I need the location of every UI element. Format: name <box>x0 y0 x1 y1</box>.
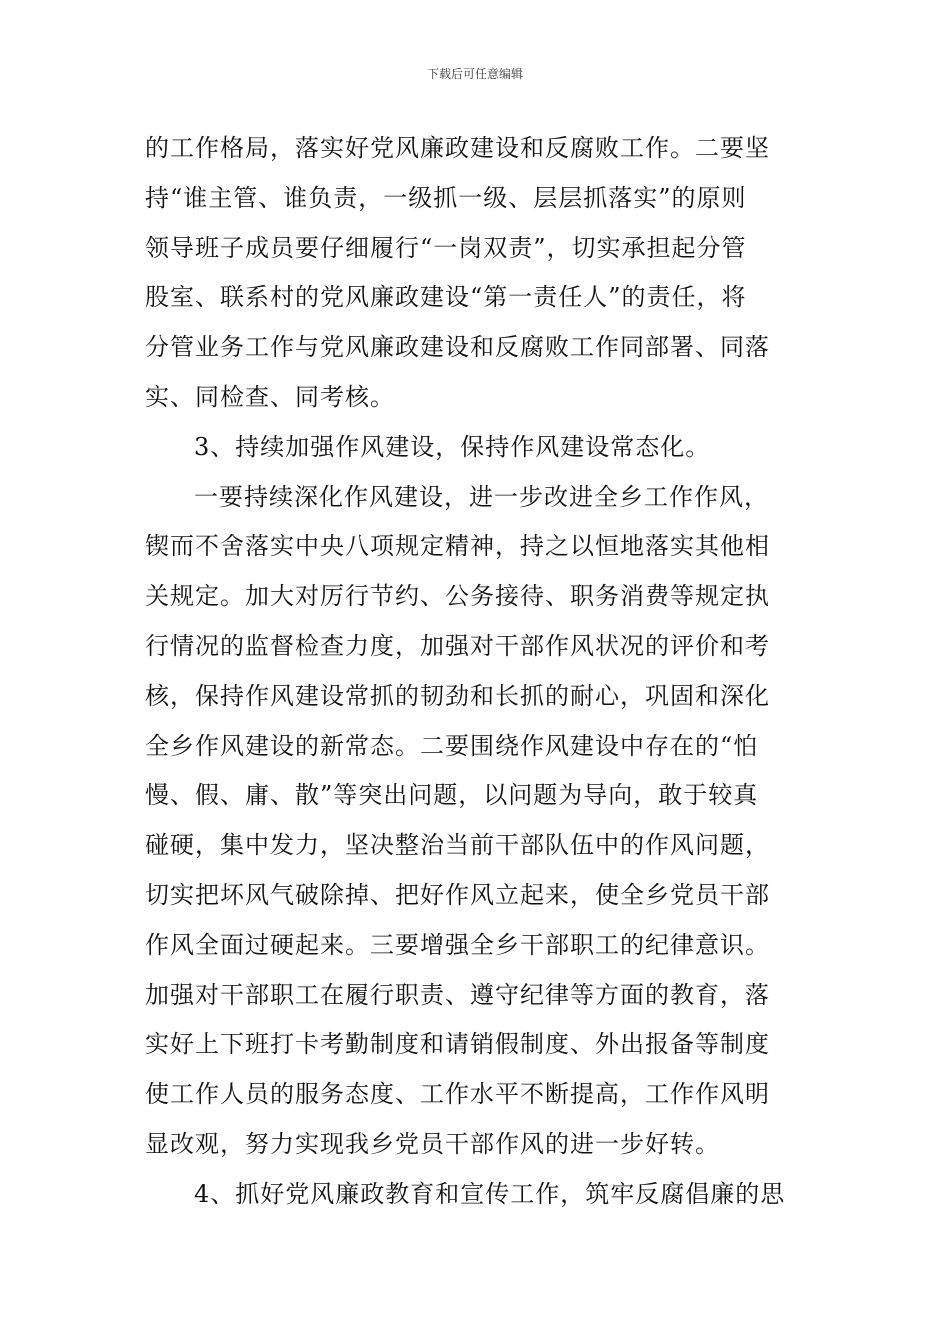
section-heading: 3、持续加强作风建设，保持作风建设常态化。 <box>194 432 711 461</box>
text-line: 碰硬，集中发力，坚决整治当前干部队伍中的作风问题， <box>145 831 770 860</box>
text-line: 核，保持作风建设常抓的韧劲和长抓的耐心，巩固和深化 <box>145 681 770 710</box>
text-line: 实、同检查、同考核。 <box>145 382 395 411</box>
text-line: 作风全面过硬起来。三要增强全乡干部职工的纪律意识。 <box>145 930 770 959</box>
text-line: 领导班子成员要仔细履行“一岗双责”，切实承担起分管 <box>145 233 747 262</box>
text-line: 的工作格局，落实好党风廉政建设和反腐败工作。二要坚 <box>145 134 770 162</box>
text-line: 使工作人员的服务态度、工作水平不断提高，工作作风明 <box>145 1080 770 1109</box>
text-line: 锲而不舍落实中央八项规定精神，持之以恒地落实其他相 <box>145 532 770 561</box>
text-line: 慢、假、庸、散”等突出问题，以问题为导向，敢于较真 <box>145 781 759 810</box>
text-line: 分管业务工作与党风廉政建设和反腐败工作同部署、同落 <box>145 333 770 362</box>
text-line: 行情况的监督检查力度，加强对干部作风状况的评价和考 <box>145 631 770 660</box>
text-line: 股室、联系村的党风廉政建设“第一责任人”的责任，将 <box>145 283 747 312</box>
section-heading: 4、抓好党风廉政教育和宣传工作，筑牢反腐倡廉的思 <box>194 1179 786 1208</box>
page-header: 下载后可任意编辑 <box>426 67 523 81</box>
text-line: 加强对干部职工在履行职责、遵守纪律等方面的教育，落 <box>145 980 770 1009</box>
text-line: 关规定。加大对厉行节约、公务接待、职务消费等规定执 <box>145 582 770 611</box>
text-line: 全乡作风建设的新常态。二要围绕作风建设中存在的“怕 <box>145 731 759 760</box>
document-body <box>145 124 815 1220</box>
text-line: 实好上下班打卡考勤制度和请销假制度、外出报备等制度 <box>145 1030 770 1059</box>
text-line: 切实把坏风气破除掉、把好作风立起来，使全乡党员干部 <box>145 880 770 909</box>
text-line: 一要持续深化作风建设，进一步改进全乡工作作风， <box>194 482 769 511</box>
text-line: 显改观，努力实现我乡党员干部作风的进一步好转。 <box>145 1129 720 1158</box>
text-line: 持“谁主管、谁负责，一级抓一级、层层抓落实”的原则 <box>145 183 747 212</box>
